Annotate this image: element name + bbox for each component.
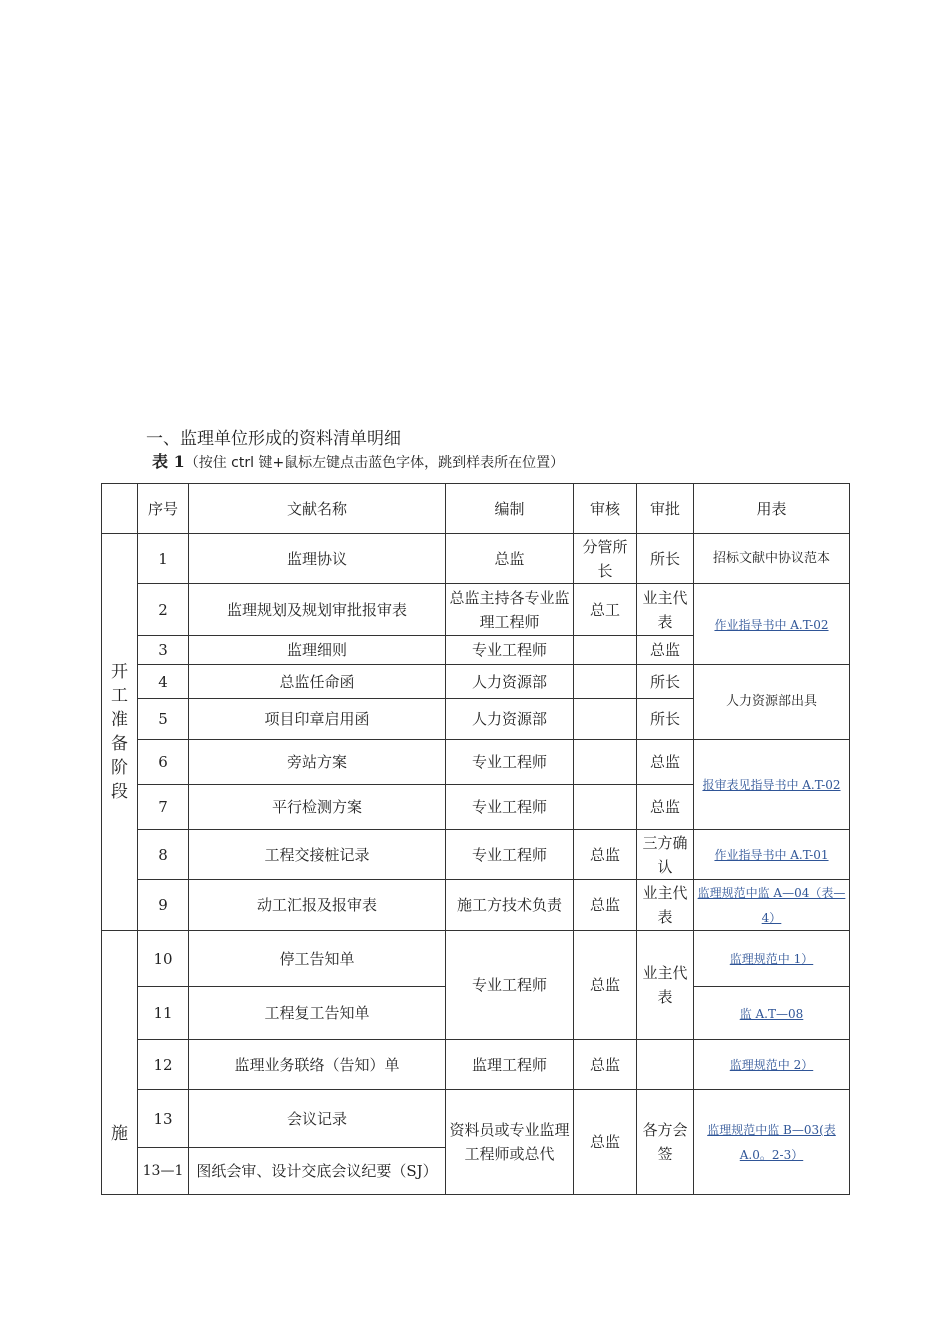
cell-form[interactable]: [694, 1090, 850, 1195]
cell-approve: 三方确认: [637, 830, 694, 880]
cell-name: 监理业务联络（告知）单: [189, 1040, 446, 1090]
cell-compile: 专业工程师: [446, 931, 574, 1040]
cell-no: 10: [138, 931, 189, 987]
form-link[interactable]: 监理规范中监 B—03(表 A.0。2-3）: [707, 1123, 836, 1162]
cell-name: 会议记录: [189, 1090, 446, 1148]
cell-review: 总监: [574, 880, 637, 931]
cell-review: 总监: [574, 1040, 637, 1090]
cell-compile: 总监: [446, 534, 574, 584]
cell-form[interactable]: [694, 830, 850, 880]
cell-name: 图纸会审、设计交底会议纪要（SJ）: [189, 1148, 446, 1195]
header-compile: 编制: [446, 484, 574, 534]
table-row: [102, 534, 850, 584]
cell-approve: [637, 1040, 694, 1090]
form-link[interactable]: 监 A.T—08: [739, 1006, 804, 1021]
cell-review: 总监: [574, 830, 637, 880]
table-row: [102, 1040, 850, 1090]
cell-no: 13: [138, 1090, 189, 1148]
table-label: 表 1: [152, 452, 185, 471]
table-note: （按住 ctrl 键+鼠标左键点击蓝色字体，跳到样表所在位置）: [184, 455, 565, 471]
cell-no: 6: [138, 740, 189, 785]
cell-compile: 专业工程师: [446, 636, 574, 665]
cell-form[interactable]: [694, 931, 850, 987]
cell-form: 人力资源部出具: [694, 665, 850, 740]
cell-review: 总监: [574, 1090, 637, 1195]
cell-compile: 施工方技术负责: [446, 880, 574, 931]
document-table: [101, 483, 850, 1195]
form-link[interactable]: 作业指导书中 A.T-01: [714, 848, 829, 862]
stage-label: 施: [111, 1124, 128, 1144]
table-caption: [152, 449, 564, 472]
table-row: [102, 830, 850, 880]
cell-approve: 各方会签: [637, 1090, 694, 1195]
cell-name: 停工告知单: [189, 931, 446, 987]
cell-compile: 专业工程师: [446, 830, 574, 880]
cell-name: 监理细则: [189, 636, 446, 665]
table-row: [102, 880, 850, 931]
table-row: [102, 584, 850, 636]
cell-no: 13—1: [138, 1148, 189, 1195]
header-form: 用表: [694, 484, 850, 534]
cell-no: 9: [138, 880, 189, 931]
stage-cell-build: [102, 931, 138, 1195]
cell-approve: 总监: [637, 636, 694, 665]
cell-approve: 总监: [637, 785, 694, 830]
cell-form[interactable]: [694, 880, 850, 931]
cell-compile: 专业工程师: [446, 785, 574, 830]
cell-review: 分管所长: [574, 534, 637, 584]
cell-review: 总监: [574, 931, 637, 1040]
cell-no: 11: [138, 987, 189, 1040]
cell-no: 12: [138, 1040, 189, 1090]
form-link[interactable]: 监理规范中 2）: [729, 1058, 814, 1072]
cell-form: 招标文献中协议范本: [694, 534, 850, 584]
cell-compile: 人力资源部: [446, 665, 574, 699]
section-heading: 一、监理单位形成的资料清单明细: [146, 429, 401, 449]
cell-compile: 资料员或专业监理工程师或总代: [446, 1090, 574, 1195]
header-review: 审核: [574, 484, 637, 534]
cell-no: 5: [138, 699, 189, 740]
cell-review: [574, 636, 637, 665]
cell-approve: 所长: [637, 699, 694, 740]
form-link[interactable]: 报审表见指导书中 A.T-02: [702, 778, 841, 792]
cell-review: [574, 785, 637, 830]
cell-approve: 所长: [637, 534, 694, 584]
header-name: 文献名称: [189, 484, 446, 534]
form-link[interactable]: 监理规范中 1）: [729, 952, 814, 966]
cell-name: 动工汇报及报审表: [189, 880, 446, 931]
cell-compile: 人力资源部: [446, 699, 574, 740]
cell-no: 4: [138, 665, 189, 699]
cell-compile: 总监主持各专业监理工程师: [446, 584, 574, 636]
cell-no: 3: [138, 636, 189, 665]
cell-approve: 总监: [637, 740, 694, 785]
cell-form[interactable]: [694, 1040, 850, 1090]
cell-review: [574, 740, 637, 785]
cell-form[interactable]: [694, 987, 850, 1040]
cell-name: 监理协议: [189, 534, 446, 584]
cell-no: 2: [138, 584, 189, 636]
cell-approve: 业主代表: [637, 584, 694, 636]
cell-no: 1: [138, 534, 189, 584]
cell-name: 工程复工告知单: [189, 987, 446, 1040]
cell-review: [574, 665, 637, 699]
header-approve: 审批: [637, 484, 694, 534]
cell-name: 总监任命函: [189, 665, 446, 699]
cell-no: 7: [138, 785, 189, 830]
table-header-row: [102, 484, 850, 534]
form-link[interactable]: 作业指导书中 A.T-02: [714, 617, 829, 632]
form-link[interactable]: 监理规范中监 A—04（表—4）: [697, 886, 846, 925]
cell-form[interactable]: [694, 740, 850, 830]
cell-compile: 监理工程师: [446, 1040, 574, 1090]
cell-name: 工程交接桩记录: [189, 830, 446, 880]
cell-review: [574, 699, 637, 740]
table-row: [102, 740, 850, 785]
cell-review: 总工: [574, 584, 637, 636]
cell-compile: 专业工程师: [446, 740, 574, 785]
cell-approve: 所长: [637, 665, 694, 699]
table-row: [102, 665, 850, 699]
cell-approve: 业主代表: [637, 880, 694, 931]
cell-name: 旁站方案: [189, 740, 446, 785]
cell-name: 项目印章启用函: [189, 699, 446, 740]
cell-name: 监理规划及规划审批报审表: [189, 584, 446, 636]
header-stage: [102, 484, 138, 534]
cell-form[interactable]: [694, 584, 850, 665]
header-no: 序号: [138, 484, 189, 534]
stage-label: 开工准备阶段: [111, 662, 128, 802]
cell-approve: 业主代表: [637, 931, 694, 1040]
cell-name: 平行检测方案: [189, 785, 446, 830]
table-row: [102, 1090, 850, 1148]
stage-cell-start: [102, 534, 138, 931]
cell-no: 8: [138, 830, 189, 880]
table-row: [102, 931, 850, 987]
